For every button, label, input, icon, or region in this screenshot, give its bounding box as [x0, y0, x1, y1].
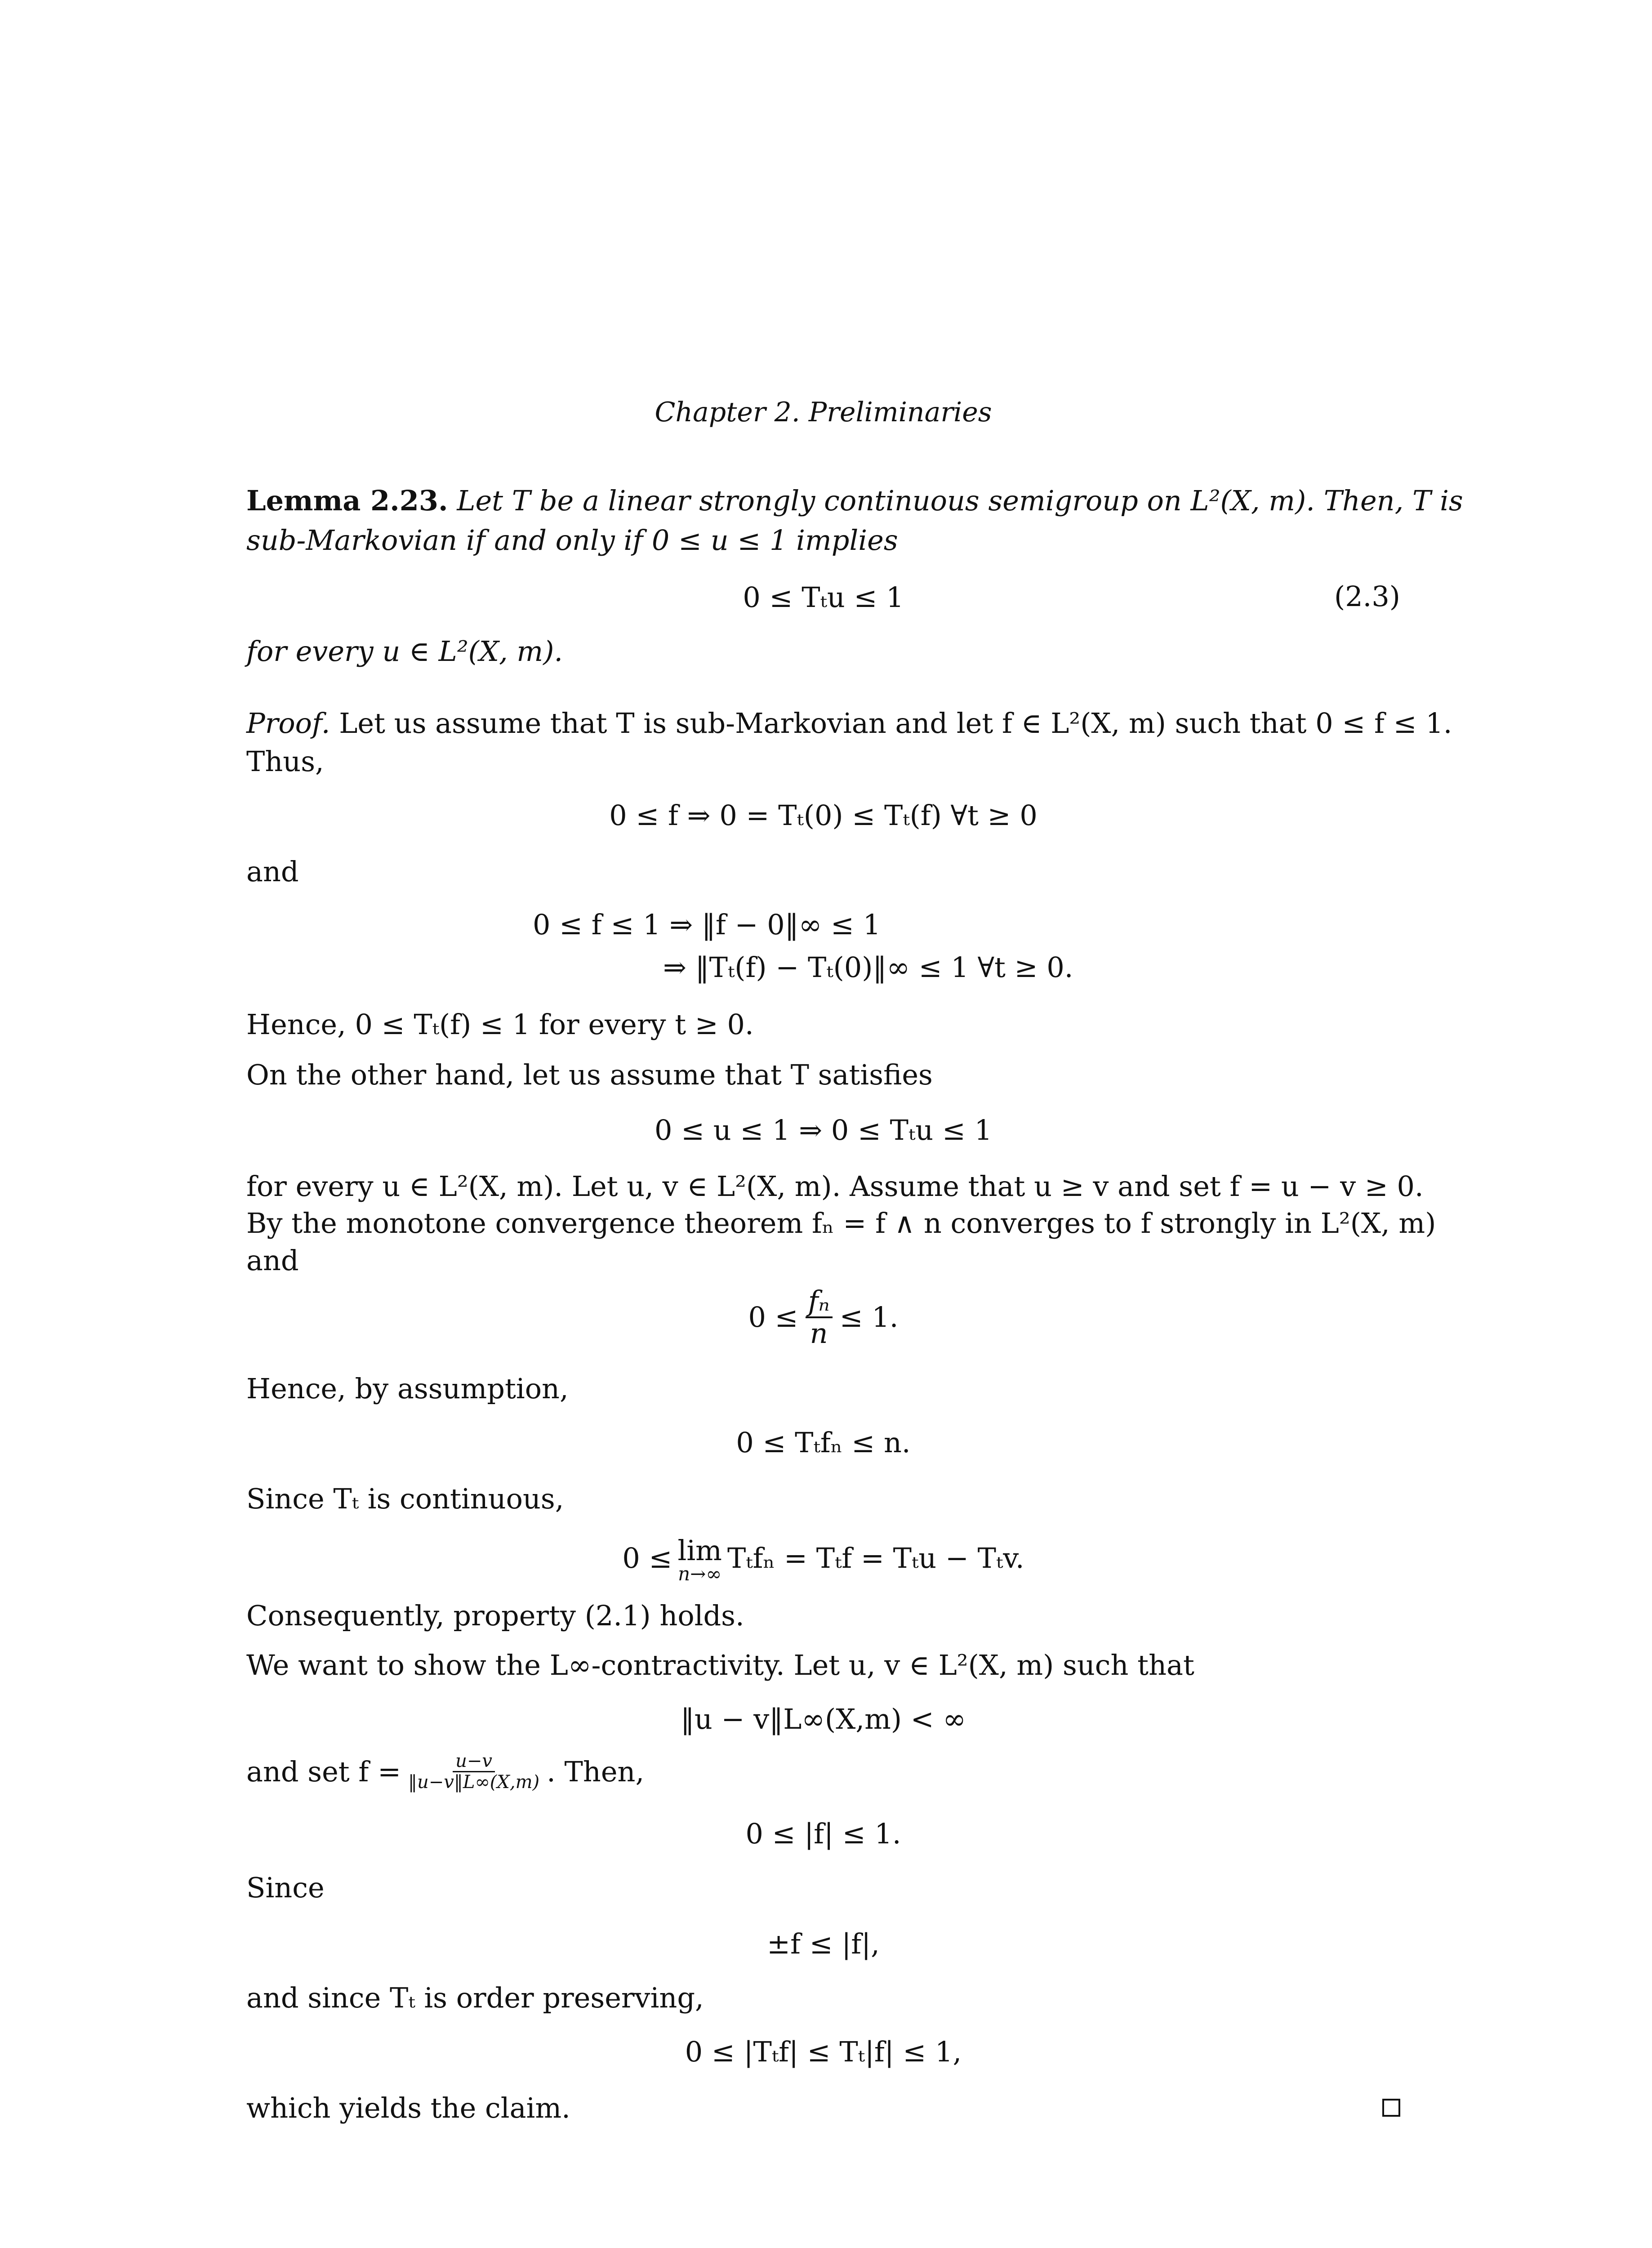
- equation-2a: 0 ≤ f ≤ 1 ⇒ ‖f − 0‖∞ ≤ 1: [533, 908, 881, 941]
- equation-6: [246, 1533, 1400, 1583]
- proof-thus: Thus,: [246, 745, 324, 778]
- equation-4-left: 0 ≤: [748, 1301, 798, 1334]
- proof-consequently: Consequently, property (2.1) holds.: [246, 1599, 744, 1632]
- equation-5: 0 ≤ Tₜfₙ ≤ n.: [736, 1426, 911, 1459]
- qed-symbol: [1382, 2099, 1400, 2117]
- equation-6-sub: n→∞: [678, 1562, 722, 1585]
- lemma-equation: 0 ≤ Tₜu ≤ 1: [743, 581, 904, 614]
- proof-label: Proof.: [246, 707, 330, 740]
- equation-4: [246, 1286, 1400, 1349]
- lemma-line-1: [246, 483, 1463, 518]
- proof-and-2: and: [246, 1244, 299, 1277]
- proof-hence-2: Hence, by assumption,: [246, 1372, 569, 1405]
- equation-2b: ⇒ ‖Tₜ(f) − Tₜ(0)‖∞ ≤ 1 ∀t ≥ 0.: [663, 951, 1073, 984]
- lemma-label: Lemma 2.23.: [246, 484, 448, 517]
- equation-number: (2.3): [1334, 580, 1400, 613]
- set-numerator: u−v: [453, 1751, 495, 1772]
- equation-4-right: ≤ 1.: [839, 1301, 899, 1334]
- proof-and-set: [246, 1751, 1400, 1792]
- equation-4-denominator: n: [810, 1317, 828, 1350]
- equation-6-limit: [677, 1533, 721, 1583]
- equation-4-fraction: [806, 1286, 833, 1349]
- equation-6-right: Tₜfₙ = Tₜf = Tₜu − Tₜv.: [727, 1542, 1024, 1574]
- set-fraction: [408, 1751, 539, 1792]
- equation-9: ±f ≤ |f|,: [767, 1927, 880, 1960]
- equation-7: ‖u − v‖L∞(X,m) < ∞: [680, 1703, 966, 1735]
- equation-6-lim: lim: [677, 1534, 722, 1567]
- proof-claim: which yields the claim.: [246, 2092, 570, 2124]
- then-text: . Then,: [547, 1755, 645, 1788]
- equation-10: 0 ≤ |Tₜf| ≤ Tₜ|f| ≤ 1,: [685, 2035, 962, 2068]
- proof-want: We want to show the L∞-contractivity. Let u, v ∈ L²(X, m) such that: [246, 1649, 1194, 1682]
- proof-other-hand: On the other hand, let us assume that T satisfies: [246, 1058, 933, 1091]
- proof-intro-line: [246, 706, 1452, 741]
- running-header: Chapter 2. Preliminaries: [655, 397, 992, 428]
- proof-intro: Let us assume that T is sub-Markovian and let f ∈ L²(X, m) such that 0 ≤ f ≤ 1.: [339, 707, 1452, 740]
- lemma-statement-1: Let T be a linear strongly continuous semigroup on L²(X, m). Then, T is: [457, 484, 1463, 517]
- equation-1: 0 ≤ f ⇒ 0 = Tₜ(0) ≤ Tₜ(f) ∀t ≥ 0: [609, 799, 1038, 832]
- proof-order-preserving: and since Tₜ is order preserving,: [246, 1981, 704, 2014]
- equation-3: 0 ≤ u ≤ 1 ⇒ 0 ≤ Tₜu ≤ 1: [654, 1114, 993, 1146]
- equation-8: 0 ≤ |f| ≤ 1.: [745, 1817, 901, 1850]
- proof-line-b: By the monotone convergence theorem fₙ = f ∧ n converges to f strongly in L²(X, m): [246, 1207, 1436, 1240]
- lemma-statement-3: for every u ∈ L²(X, m).: [246, 635, 563, 668]
- equation-4-numerator: fₙ: [806, 1286, 833, 1318]
- proof-since-continuous: Since Tₜ is continuous,: [246, 1482, 564, 1515]
- lemma-statement-2: sub-Markovian if and only if 0 ≤ u ≤ 1 implies: [246, 524, 898, 557]
- proof-hence-1: Hence, 0 ≤ Tₜ(f) ≤ 1 for every t ≥ 0.: [246, 1008, 754, 1041]
- equation-6-left: 0 ≤: [622, 1542, 672, 1574]
- and-set-text: and set f =: [246, 1755, 401, 1788]
- proof-and-1: and: [246, 855, 299, 888]
- proof-line-a: for every u ∈ L²(X, m). Let u, v ∈ L²(X, m). Assume that u ≥ v and set f = u − v ≥ 0.: [246, 1170, 1424, 1203]
- proof-since: Since: [246, 1871, 325, 1904]
- set-denominator: ‖u−v‖L∞(X,m): [408, 1772, 540, 1793]
